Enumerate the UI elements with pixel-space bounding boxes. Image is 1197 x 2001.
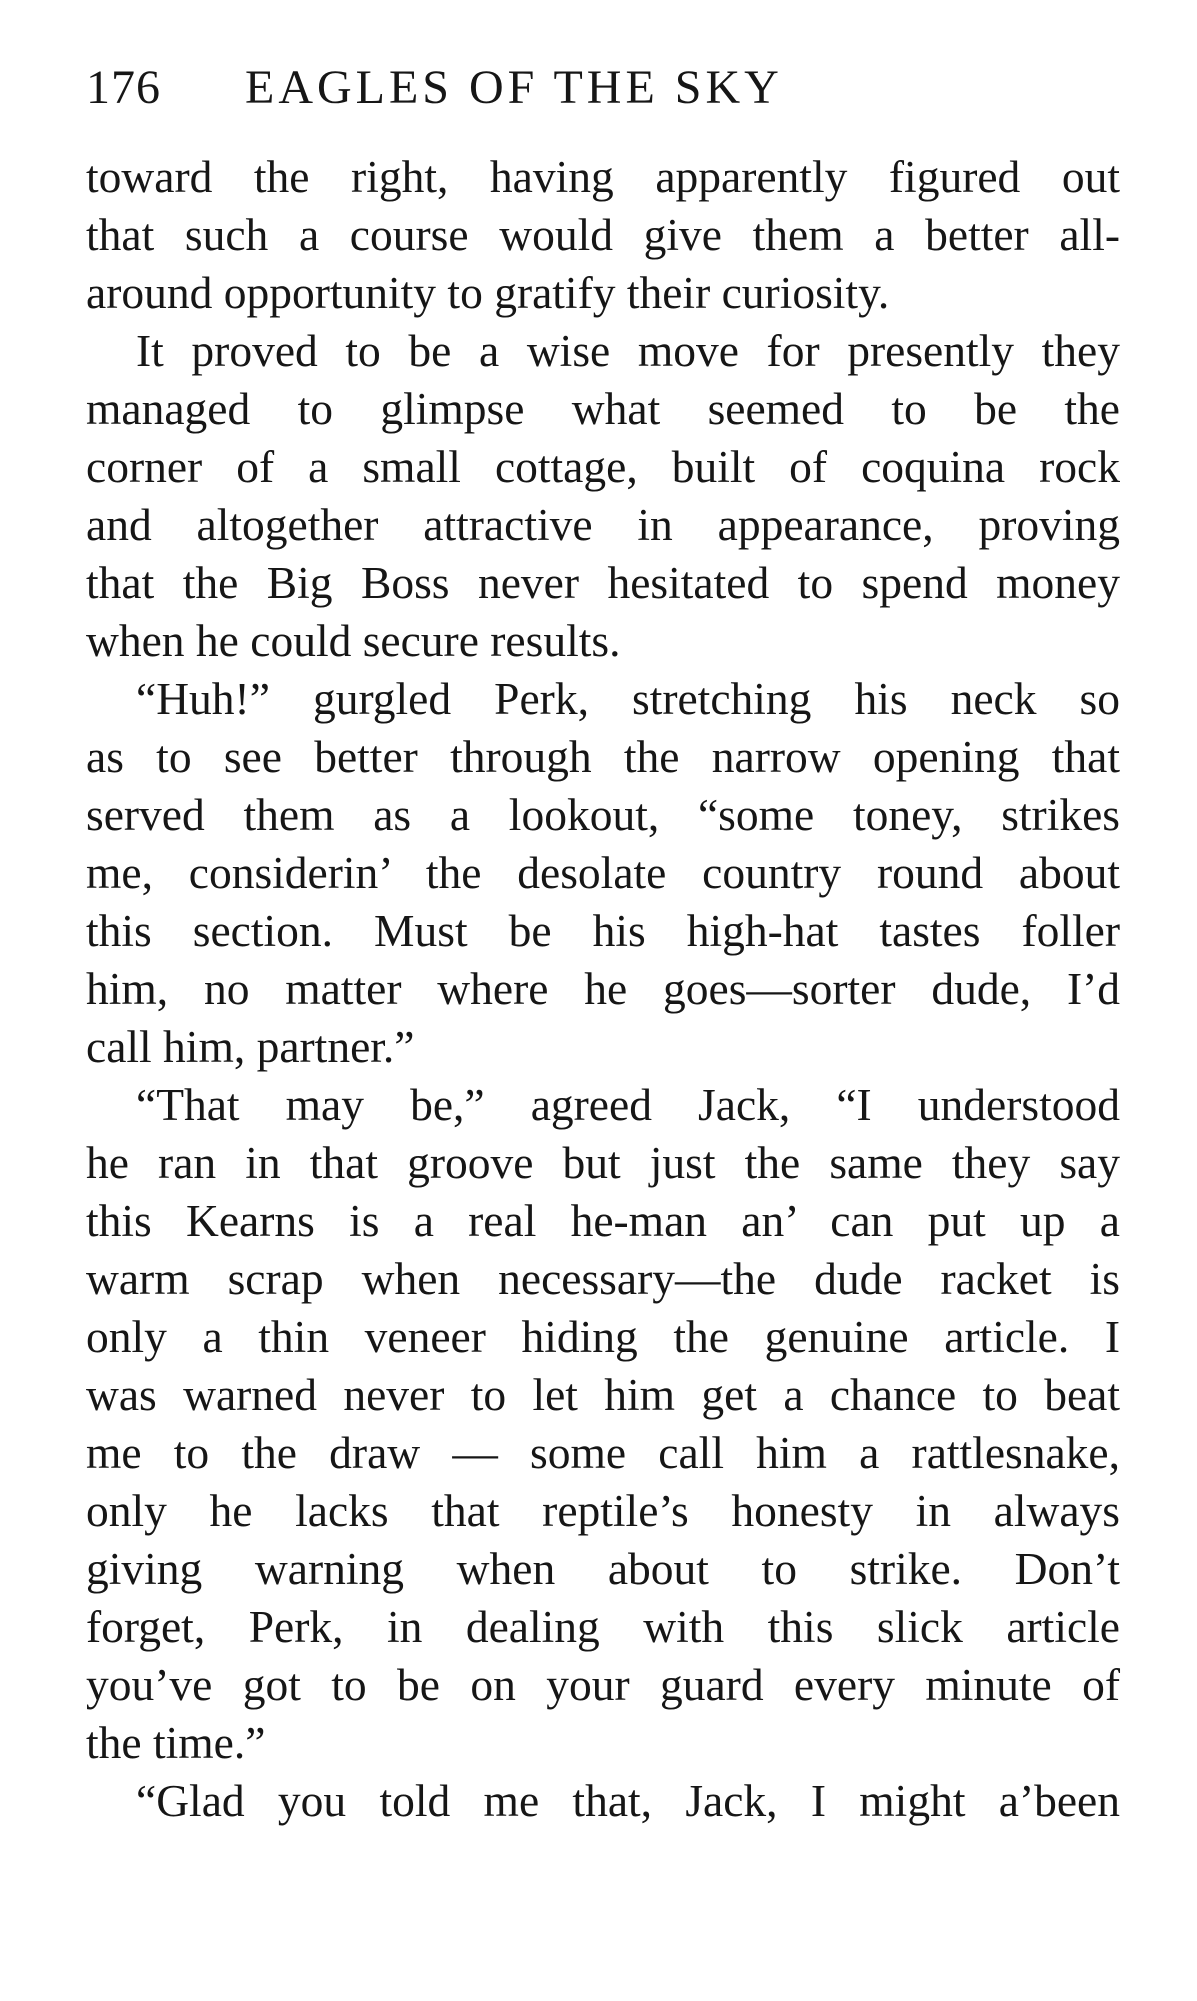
text-line: It proved to be a wise move for presently they bbox=[136, 325, 1120, 376]
text-line: “That may be,” agreed Jack, “I understood bbox=[136, 1079, 1120, 1130]
text-line: only he lacks that reptile’s honesty in always bbox=[86, 1485, 1120, 1536]
text-line: around opportunity to gratify their curiosity. bbox=[86, 267, 890, 318]
text-line: warm scrap when necessary—the dude racket is bbox=[86, 1253, 1120, 1304]
text-line: managed to glimpse what seemed to be the bbox=[86, 383, 1120, 434]
body-text bbox=[86, 148, 1120, 1830]
text-line: giving warning when about to strike. Don’t bbox=[86, 1543, 1120, 1594]
page-number: 176 bbox=[86, 61, 161, 114]
text-line: corner of a small cottage, built of coquina rock bbox=[86, 441, 1120, 492]
text-line: was warned never to let him get a chance to beat bbox=[86, 1369, 1120, 1420]
text-line: that such a course would give them a better all- bbox=[86, 209, 1120, 260]
text-line: when he could secure results. bbox=[86, 615, 621, 666]
text-line: this Kearns is a real he-man an’ can put up a bbox=[86, 1195, 1120, 1246]
running-head bbox=[86, 58, 1126, 118]
text-line: served them as a lookout, “some toney, strikes bbox=[86, 789, 1120, 840]
text-line: you’ve got to be on your guard every minute of bbox=[86, 1659, 1120, 1710]
text-line: only a thin veneer hiding the genuine article. I bbox=[86, 1311, 1120, 1362]
text-line: me, considerin’ the desolate country round about bbox=[86, 847, 1120, 898]
text-line: forget, Perk, in dealing with this slick article bbox=[86, 1601, 1120, 1652]
text-line: him, no matter where he goes—sorter dude, I’d bbox=[86, 963, 1120, 1014]
text-line: “Huh!” gurgled Perk, stretching his neck so bbox=[136, 673, 1120, 724]
text-line: call him, partner.” bbox=[86, 1021, 415, 1072]
text-line: toward the right, having apparently figured out bbox=[86, 151, 1120, 202]
text-line: this section. Must be his high-hat tastes foller bbox=[86, 905, 1120, 956]
running-title: EAGLES OF THE SKY bbox=[245, 61, 783, 114]
text-line: me to the draw — some call him a rattlesnake, bbox=[86, 1427, 1120, 1478]
text-line: and altogether attractive in appearance, proving bbox=[86, 499, 1120, 550]
text-line: he ran in that groove but just the same they say bbox=[86, 1137, 1120, 1188]
text-line: “Glad you told me that, Jack, I might a’been bbox=[136, 1775, 1120, 1826]
text-line: that the Big Boss never hesitated to spend money bbox=[86, 557, 1120, 608]
text-line: the time.” bbox=[86, 1717, 266, 1768]
text-line: as to see better through the narrow opening that bbox=[86, 731, 1120, 782]
